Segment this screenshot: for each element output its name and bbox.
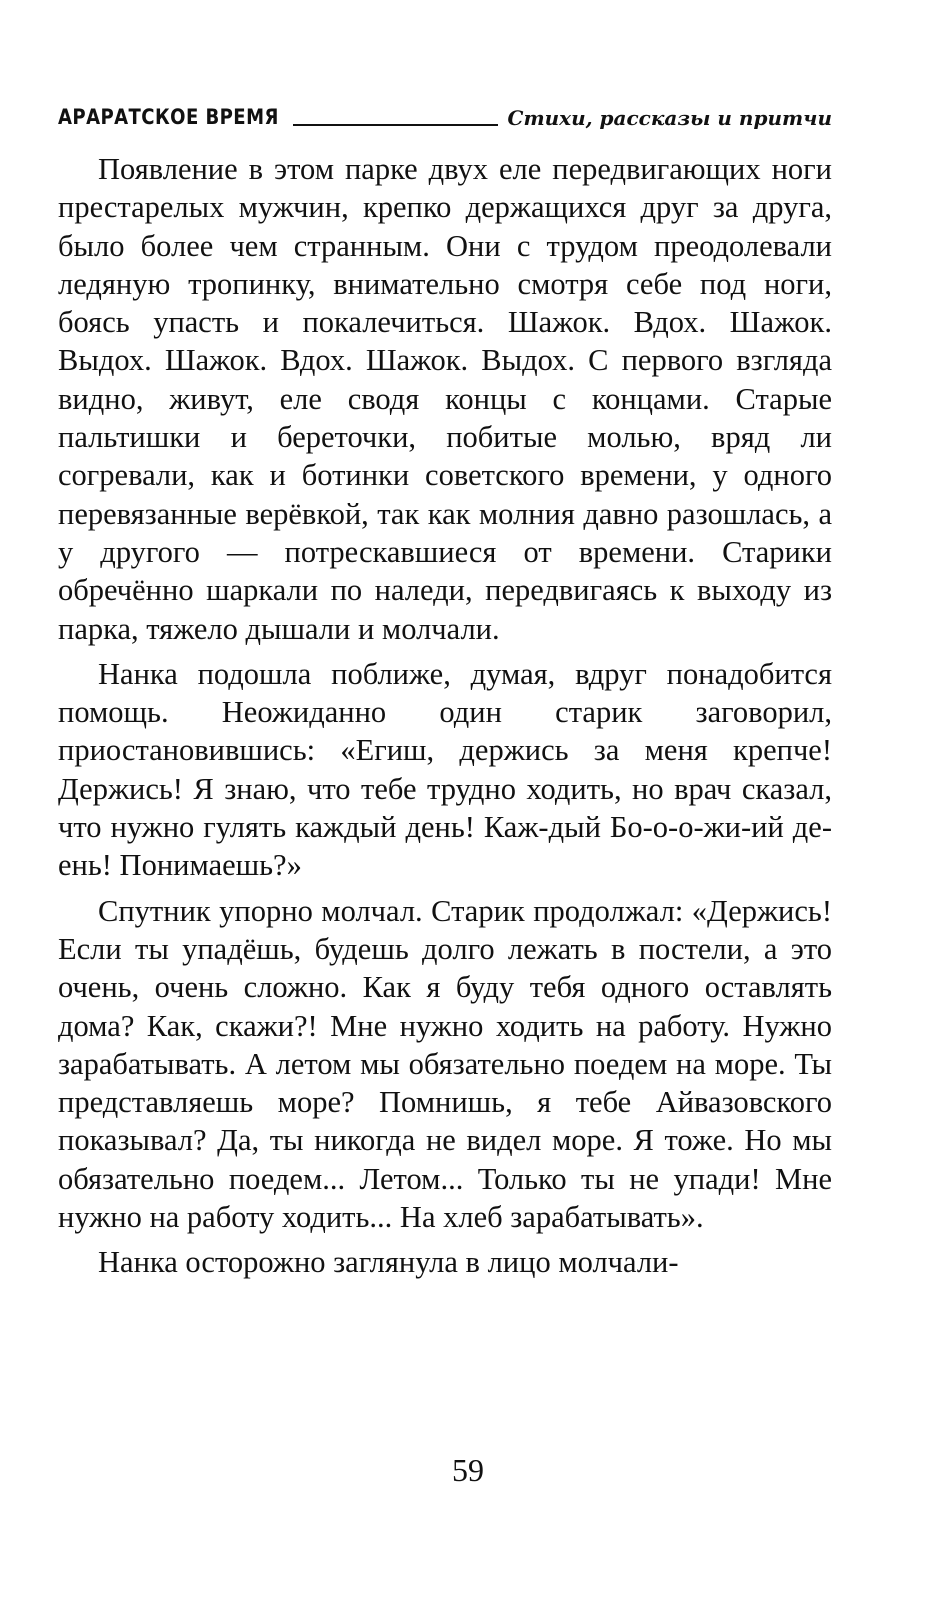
header-rule (293, 124, 498, 126)
body-text (58, 150, 832, 1289)
section-title: Стихи, рассказы и притчи (507, 106, 832, 130)
paragraph-2: Нанка подошла поближе, думая, вдруг понадобится помощь. Неожиданно один старик заговорил, приостановившись: «Егиш, держись за меня крепче! Держись! Я знаю, что тебе трудно ходить, но врач сказал, что нужно гулять каждый день! Каж-дый Бо-о-о-жи-ий де-ень! Понимаешь?» (58, 656, 832, 883)
paragraph-1: Появление в этом парке двух еле передвигающих ноги престарелых мужчин, крепко держащихся друг за друга, было более чем странным. Они с трудом преодолевали ледяную тропинку, внимательно смотря себе под ноги, боясь упасть и покалечиться. Шажок. Вдох. Шажок. Выдох. Шажок. Вдох. Шажок. Выдох. С первого взгляда видно, живут, еле сводя концы с концами. Старые пальтишки и береточки, побитые молью, вряд ли согревали, как и ботинки советского времени, у одного перевязанные верёвкой, так как молния давно разошлась, а у другого — потрескавшиеся от времени. Старики обречённо шаркали по наледи, передвигаясь к выходу из парка, тяжело дышали и молчали. (58, 152, 832, 646)
paragraph-4: Нанка осторожно заглянула в лицо молчали- (98, 1245, 679, 1280)
page-number: 59 (452, 1452, 484, 1488)
running-head (58, 92, 832, 132)
book-title: АРАРАТСКОЕ ВРЕМЯ (58, 105, 279, 129)
paragraph-3: Спутник упорно молчал. Старик продолжал: «Держись! Если ты упадёшь, будешь долго лежать в постели, а это очень, очень сложно. Как я буду тебя одного оставлять дома? Как, скажи?! Мне нужно ходить на работу. Нужно зарабатывать. А летом мы обязательно поедем на море. Ты представляешь море? Помнишь, я тебе Айвазовского показывал? Да, ты никогда не видел море. Я тоже. Но мы обязательно поедем... Летом... Только ты не упади! Мне нужно на работу ходить... На хлеб зарабатывать». (58, 893, 832, 1235)
